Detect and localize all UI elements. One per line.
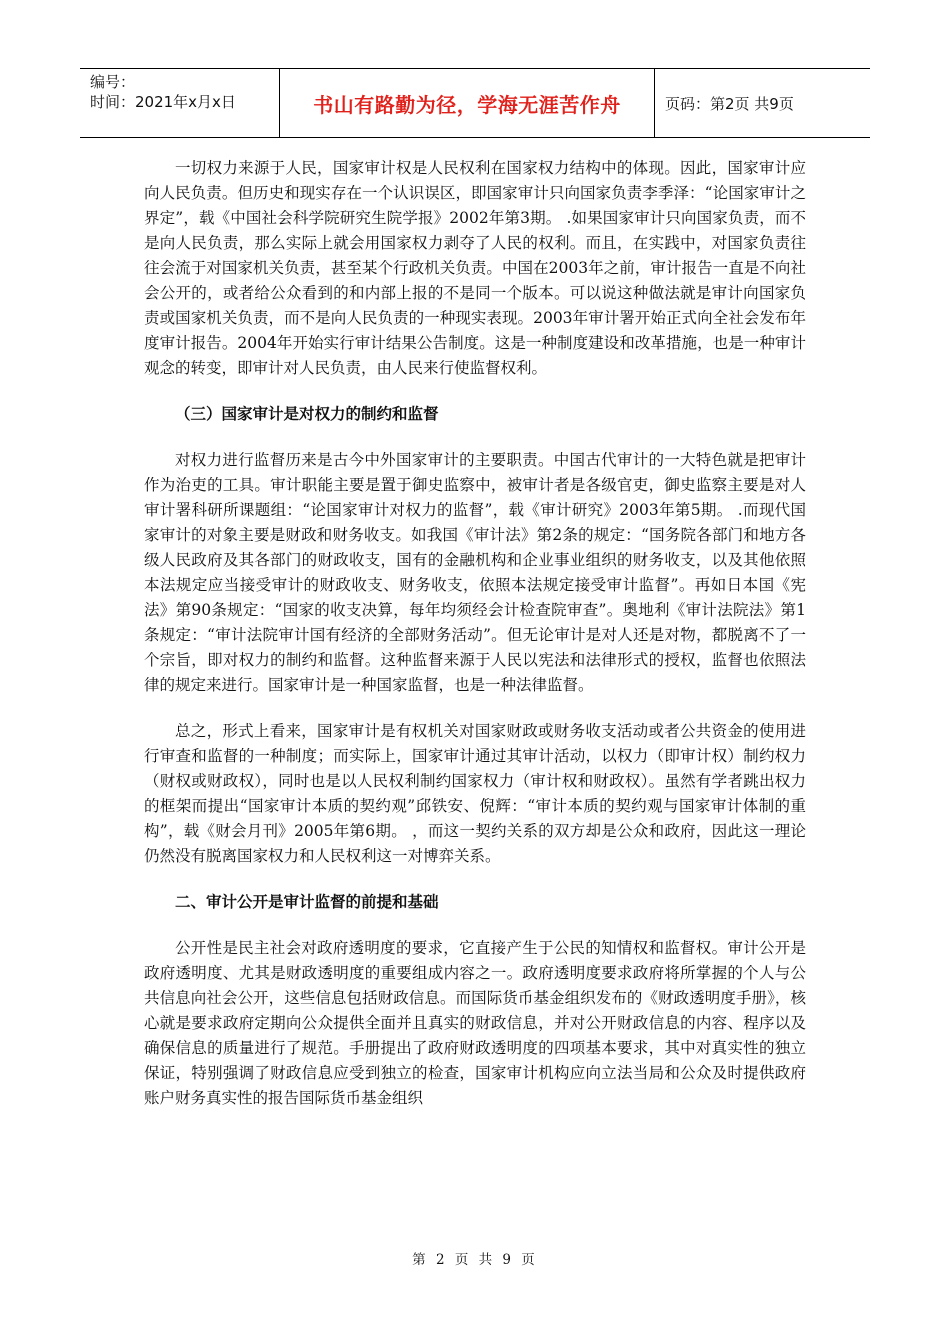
section-heading: （三）国家审计是对权力的制约和监督 xyxy=(175,405,439,423)
section-heading: 二、审计公开是审计监督的前提和基础 xyxy=(175,893,439,911)
time-label: 时间：2021年x月x日 xyxy=(90,93,236,111)
body-paragraph: 一切权力来源于人民，国家审计权是人民权利在国家权力结构中的体现。因此，国家审计应向人民负责。但历史和现实存在一个认识误区，即国家审计只向国家负责李季泽：“论国家审计之界定”，载《中国社会科学院研究生院学报》2002年第3期。 .如果国家审计只向国家负责，而不是向人民负责，那么实际上就会用国家权力剥夺了人民的权利。而且，在实践中，对国家负责往往会流于对国家机关负责，甚至某个行政机关负责。中国在2003年之前，审计报告一直是不向社会公开的，或者给公众看到的和内部上报的不是同一个版本。可以说这种做法就是审计向国家负责或国家机关负责，而不是向人民负责的一种现实表现。2003年审计署开始正式向全社会发布年度审计报告。2004年开始实行审计结果公告制度。这是一种制度建设和改革措施，也是一种审计观念的转变，即审计对人民负责，由人民来行使监督权利。 xyxy=(144,159,806,377)
header-motto: 书山有路勤为径，学海无涯苦作舟 xyxy=(280,69,655,137)
doc-number-label: 编号： xyxy=(90,73,136,91)
body-paragraph: 对权力进行监督历来是古今中外国家审计的主要职责。中国古代审计的一大特色就是把审计作为治吏的工具。审计职能主要是置于御史监察中，被审计者是各级官吏，御史监察主要是对人审计署科研所课题组：“论国家审计对权力的监督”，载《审计研究》2003年第5期。 .而现代国家审计的对象主要是财政和财务收支。如我国《审计法》第2条的规定：“国务院各部门和地方各级人民政府及其各部门的财政收支，国有的金融机构和企业事业组织的财务收支，以及其他依照本法规定应当接受审计的财政收支、财务收支，依照本法规定接受审计监督”。再如日本国《宪法》第90条规定：“国家的收支决算，每年均须经会计检查院审查”。奥地利《审计法院法》第1条规定：“审计法院审计国有经济的全部财务活动”。但无论审计是对人还是对物，都脱离不了一个宗旨，即对权力的制约和监督。这种监督来源于人民以宪法和法律形式的授权，监督也依照法律的规定来进行。国家审计是一种国家监督，也是一种法律监督。 xyxy=(144,451,806,694)
body-paragraph: 总之，形式上看来，国家审计是有权机关对国家财政或财务收支活动或者公共资金的使用进行审查和监督的一种制度；而实际上，国家审计通过其审计活动，以权力（即审计权）制约权力（财权或财政权），同时也是以人民权利制约国家权力（审计权和财政权）。虽然有学者跳出权力的框架而提出“国家审计本质的契约观”邱铁安、倪辉：“审计本质的契约观与国家审计体制的重构”，载《财会月刊》2005年第6期。 ，而这一契约关系的双方却是公众和政府，因此这一理论仍然没有脱离国家权力和人民权利这一对博弈关系。 xyxy=(144,722,806,865)
header-page-info: 页码：第2页 共9页 xyxy=(665,94,794,113)
header-meta xyxy=(80,69,280,137)
body-paragraph: 公开性是民主社会对政府透明度的要求，它直接产生于公民的知情权和监督权。审计公开是政府透明度、尤其是财政透明度的重要组成内容之一。政府透明度要求政府将所掌握的个人与公共信息向社会公开，这些信息包括财政信息。而国际货币基金组织发布的《财政透明度手册》，核心就是要求政府定期向公众提供全面并且真实的财政信息，并对公开财政信息的内容、程序以及确保信息的质量进行了规范。手册提出了政府财政透明度的四项基本要求，其中对真实性的独立保证，特别强调了财政信息应受到独立的检查，国家审计机构应向立法当局和公众及时提供政府账户财务真实性的报告国际货币基金组织 xyxy=(144,939,806,1107)
page-footer: 第 2 页 共 9 页 xyxy=(412,1252,538,1268)
document-body xyxy=(144,156,806,1111)
page-header xyxy=(80,68,870,138)
